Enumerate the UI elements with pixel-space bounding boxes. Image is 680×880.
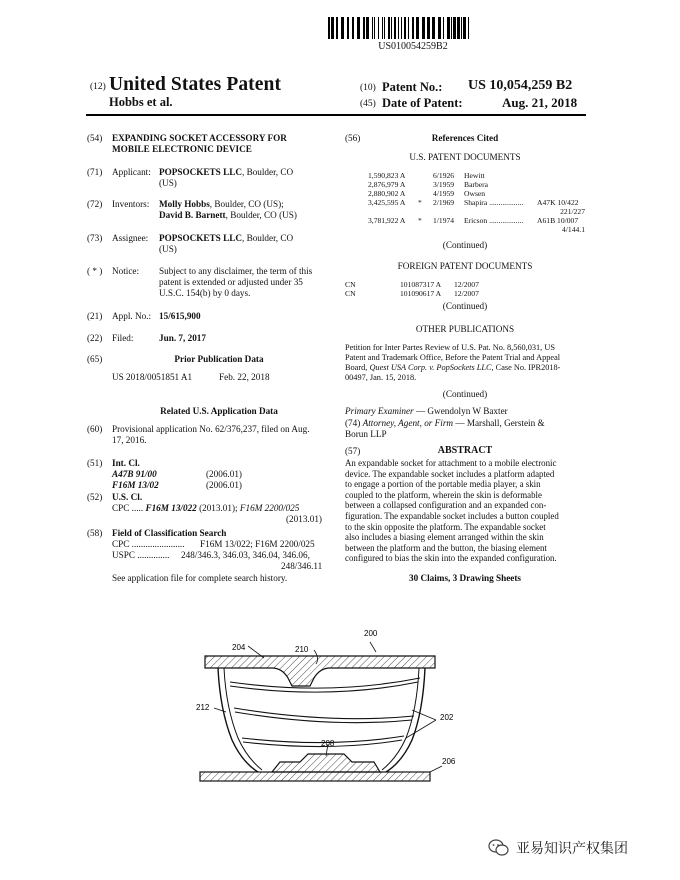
us-doc-date: 6/1926: [433, 171, 455, 180]
barcode-bar: [416, 17, 419, 39]
us-doc-date: 3/1959: [433, 180, 455, 189]
patent-no-code: (10): [360, 83, 376, 93]
barcode-bar: [374, 17, 375, 39]
applicant-value: [159, 167, 293, 178]
abstract-line: configured to bias the skin into the expanded configuration.: [345, 553, 557, 564]
other-pub-line3: [345, 363, 560, 373]
cpc-line: [112, 503, 299, 514]
us-doc-cls2: 221/227: [560, 207, 585, 216]
cpc-label: CPC .....: [112, 503, 144, 513]
appl-code: (21): [87, 311, 103, 321]
kind-code: (12): [90, 82, 106, 92]
base-hub: [272, 754, 380, 772]
us-doc-no: 2,880,902 A: [368, 189, 406, 198]
continued-2: (Continued): [442, 301, 488, 311]
assignee-line2: (US): [159, 244, 177, 254]
attorney-line1: — Marshall, Gerstein &: [453, 418, 545, 428]
attorney-label: Attorney, Agent, or Firm: [362, 418, 454, 428]
abstract-line: figuration. The expandable socket includes a button coupled: [345, 511, 559, 521]
attorney: [345, 418, 545, 429]
claims-summary: 30 Claims, 3 Drawing Sheets: [408, 573, 522, 583]
us-doc-name: Barbera: [464, 180, 489, 189]
label-200: 200: [364, 629, 378, 638]
abstract-heading: ABSTRACT: [437, 445, 493, 456]
barcode-bar: [388, 17, 390, 39]
inventor-2-rest: , Boulder, CO (US): [225, 210, 297, 220]
barcode-bar: [453, 17, 456, 39]
barcode-bar: [461, 17, 462, 39]
intcl-2-date: (2006.01): [206, 480, 242, 490]
notice-line1: Subject to any disclaimer, the term of this: [159, 266, 313, 276]
notice-line2: patent is extended or adjusted under 35: [159, 277, 303, 287]
title-line2: MOBILE ELECTRONIC DEVICE: [112, 144, 252, 154]
barcode-bar: [341, 17, 344, 39]
inventors-label: Inventors:: [112, 199, 150, 209]
us-doc-name: Owsen: [464, 189, 486, 198]
provisional-code: (60): [87, 424, 103, 434]
patent-date: Aug. 21, 2018: [502, 95, 578, 110]
abstract-code: (57): [345, 446, 361, 456]
intcl-code: (51): [87, 458, 103, 468]
field-uspc-value: 248/346.3, 346.03, 346.04, 346.06,: [181, 550, 310, 560]
barcode-bars: [328, 17, 498, 39]
barcode-bar: [336, 17, 338, 39]
barcode-bar: [398, 17, 399, 39]
assignee-label: Assignee:: [112, 233, 149, 243]
other-pub-line3c: Case No. IPR2018-: [493, 363, 561, 372]
field-label: Field of Classification Search: [112, 528, 227, 538]
other-pub-line3a: Board,: [345, 363, 370, 372]
label-206: 206: [442, 757, 456, 766]
barcode-bar: [408, 17, 409, 39]
uscl-code: (52): [87, 492, 103, 502]
inventor-1: [159, 199, 284, 210]
us-doc-date: 4/1959: [433, 189, 455, 198]
examiner-label: Primary Examiner: [345, 406, 414, 416]
notice-code: ( * ): [87, 266, 103, 276]
foreign-doc-no: 101087317 A: [400, 280, 442, 289]
barcode-bar: [352, 17, 354, 39]
abstract-line: between the platform and the button, the biasing element: [345, 542, 547, 553]
field-cpc-label: CPC .......................: [112, 539, 185, 549]
abstract-line: coupled to the platform, wherein the skin is deformable: [345, 489, 542, 500]
barcode-bar: [328, 17, 330, 39]
provisional-line2: 17, 2016.: [112, 435, 147, 445]
intcl-label: Int. Cl.: [112, 458, 140, 468]
abstract-line: device. The expandable socket includes a platform adapted: [345, 468, 555, 479]
barcode-bar: [391, 17, 392, 39]
barcode-bar: [438, 17, 441, 39]
us-doc-no: 1,590,823 A: [368, 171, 406, 180]
foreign-doc-no: 101090617 A: [400, 289, 442, 298]
continued-1: (Continued): [442, 240, 488, 250]
us-doc-cls: A61B 10/007: [537, 216, 579, 225]
references-code: (56): [345, 133, 361, 143]
prior-code: (65): [87, 354, 103, 364]
barcode-bar: [363, 17, 365, 39]
filed-label: Filed:: [112, 333, 134, 343]
barcode-number: US010054259B2: [378, 41, 448, 52]
barcode-bar: [457, 17, 460, 39]
field-uspc-value2: 248/346.11: [281, 561, 323, 571]
applicant-rest: , Boulder, CO: [241, 167, 294, 177]
intcl-1: A47B 91/00: [112, 469, 157, 479]
watermark-text: 亚易知识产权集团: [516, 841, 628, 857]
field-code: (58): [87, 528, 103, 538]
applicant-code: (71): [87, 167, 103, 177]
title-code: (54): [87, 133, 103, 143]
uscl-label: U.S. Cl.: [112, 492, 143, 502]
barcode-bar: [384, 17, 385, 39]
barcode-bar: [378, 17, 379, 39]
attorney-line2: Borun LLP: [345, 429, 387, 439]
barcode: [328, 17, 498, 39]
barcode-bar: [447, 17, 450, 39]
applicant-name: POPSOCKETS LLC: [159, 167, 242, 177]
label-210: 210: [295, 645, 309, 654]
filed-date: Jun. 7, 2017: [159, 333, 206, 343]
assignee-name: POPSOCKETS LLC: [159, 233, 242, 243]
us-docs-heading: U.S. PATENT DOCUMENTS: [409, 152, 521, 162]
us-doc-no: 3,781,922 A: [368, 216, 406, 225]
attorney-code: (74): [345, 418, 363, 428]
notice-label: Notice:: [112, 266, 140, 276]
barcode-bar: [357, 17, 360, 39]
barcode-bar: [451, 17, 452, 39]
us-doc-name: Shapira ..................: [464, 198, 524, 207]
examiner: [345, 406, 508, 417]
barcode-bar: [401, 17, 402, 39]
barcode-bar: [331, 17, 334, 39]
us-doc-cls: A47K 10/422: [537, 198, 579, 207]
inventors-code: (72): [87, 199, 103, 209]
date-label: Date of Patent:: [382, 96, 463, 110]
appl-no: 15/615,900: [159, 311, 201, 321]
wechat-icon: [488, 839, 510, 857]
barcode-bar: [422, 17, 425, 39]
barcode-bar: [347, 17, 349, 39]
other-pub-line1: Petition for Inter Partes Review of U.S. Pat. No. 8,560,031, US: [345, 343, 555, 352]
us-doc-star: *: [418, 216, 422, 225]
examiner-name: — Gwendolyn W Baxter: [413, 406, 508, 416]
foreign-doc-country: CN: [345, 280, 356, 289]
intcl-1-date: (2006.01): [206, 469, 242, 479]
field-uspc-label: USPC ..............: [112, 550, 170, 560]
barcode-bar: [372, 17, 373, 39]
barcode-bar: [412, 17, 414, 39]
label-204: 204: [232, 643, 246, 652]
label-212: 212: [196, 703, 210, 712]
other-pub-line2: Patent and Trademark Office, Before the Patent Trial and Appeal: [345, 353, 561, 362]
watermark: [488, 838, 628, 858]
abstract-line: to the skin opposite the platform. The expandable socket: [345, 521, 546, 532]
barcode-bar: [394, 17, 396, 39]
label-208: 208: [321, 739, 335, 748]
title-line1: EXPANDING SOCKET ACCESSORY FOR: [112, 133, 287, 143]
field-note: See application file for complete search history.: [112, 573, 288, 583]
cpc-1-date: (2013.01);: [196, 503, 238, 513]
abstract-line: also includes a biasing element arranged within the skin: [345, 532, 544, 543]
cpc-2: F16M 2200/025: [239, 503, 300, 513]
skin-right: [386, 668, 425, 772]
patent-no-label: Patent No.:: [382, 80, 443, 94]
us-doc-name: Hewitt: [464, 171, 485, 180]
abstract-line: to engage a portion of the portable media player, a skin: [345, 479, 541, 490]
us-doc-no: 3,425,595 A: [368, 198, 406, 207]
foreign-docs-heading: FOREIGN PATENT DOCUMENTS: [397, 261, 533, 271]
date-code: (45): [360, 99, 376, 109]
cpc-1: F16M 13/022: [145, 503, 197, 513]
us-doc-cls2: 4/144.1: [562, 225, 585, 234]
related-heading: Related U.S. Application Data: [160, 406, 278, 416]
barcode-bar: [427, 17, 430, 39]
patent-figure: [180, 620, 480, 800]
filed-code: (22): [87, 333, 103, 343]
cpc-2-date: (2013.01): [286, 514, 322, 524]
inventor-2: [159, 210, 297, 221]
us-doc-no: 2,876,979 A: [368, 180, 406, 189]
notice-line3: U.S.C. 154(b) by 0 days.: [159, 288, 251, 298]
foreign-doc-date: 12/2007: [454, 289, 479, 298]
field-cpc-value: F16M 13/022; F16M 2200/025: [200, 539, 315, 549]
header-rule: [86, 114, 586, 116]
applicant-label: Applicant:: [112, 167, 151, 177]
inventor-2-name: David B. Barnett: [159, 210, 226, 220]
us-doc-date: 2/1969: [433, 198, 455, 207]
inventor-1-rest: , Boulder, CO (US);: [209, 199, 284, 209]
inventor-1-name: Molly Hobbs: [159, 199, 210, 209]
other-pub-line4: 00497, Jan. 15, 2018.: [345, 373, 417, 382]
us-doc-star: *: [418, 198, 422, 207]
assignee-value: [159, 233, 293, 244]
foreign-doc-country: CN: [345, 289, 356, 298]
assignee-code: (73): [87, 233, 103, 243]
other-pubs-heading: OTHER PUBLICATIONS: [415, 324, 515, 334]
us-doc-name: Ericson ..................: [464, 216, 524, 225]
barcode-bar: [468, 17, 469, 39]
abstract-line: between a collapsed configuration and an expanded con-: [345, 500, 547, 511]
label-202: 202: [440, 713, 454, 722]
barcode-bar: [382, 17, 383, 39]
us-doc-date: 1/1974: [433, 216, 455, 225]
inventor-short: Hobbs et al.: [109, 95, 173, 109]
references-heading: References Cited: [431, 133, 499, 143]
applicant-line2: (US): [159, 178, 177, 188]
prior-pub: US 2018/0051851 A1: [112, 372, 193, 382]
barcode-bar: [404, 17, 406, 39]
abstract-line: An expandable socket for attachment to a mobile electronic: [345, 458, 557, 468]
continued-3: (Continued): [442, 389, 488, 399]
foreign-doc-date: 12/2007: [454, 280, 479, 289]
barcode-bar: [366, 17, 369, 39]
barcode-bar: [463, 17, 466, 39]
appl-label: Appl. No.:: [112, 311, 152, 321]
spring-coils: [230, 678, 420, 747]
assignee-rest: , Boulder, CO: [241, 233, 294, 243]
prior-heading: Prior Publication Data: [174, 354, 264, 364]
patent-no: US 10,054,259 B2: [468, 78, 573, 93]
barcode-bar: [432, 17, 435, 39]
patent-kind: United States Patent: [109, 74, 282, 95]
provisional-line1: Provisional application No. 62/376,237, filed on Aug.: [112, 424, 310, 434]
intcl-2: F16M 13/02: [112, 480, 159, 490]
prior-date: Feb. 22, 2018: [219, 372, 270, 382]
platform: [200, 772, 430, 781]
barcode-bar: [443, 17, 444, 39]
other-pub-case: Quest USA Corp. v. PopSockets LLC,: [369, 363, 494, 372]
